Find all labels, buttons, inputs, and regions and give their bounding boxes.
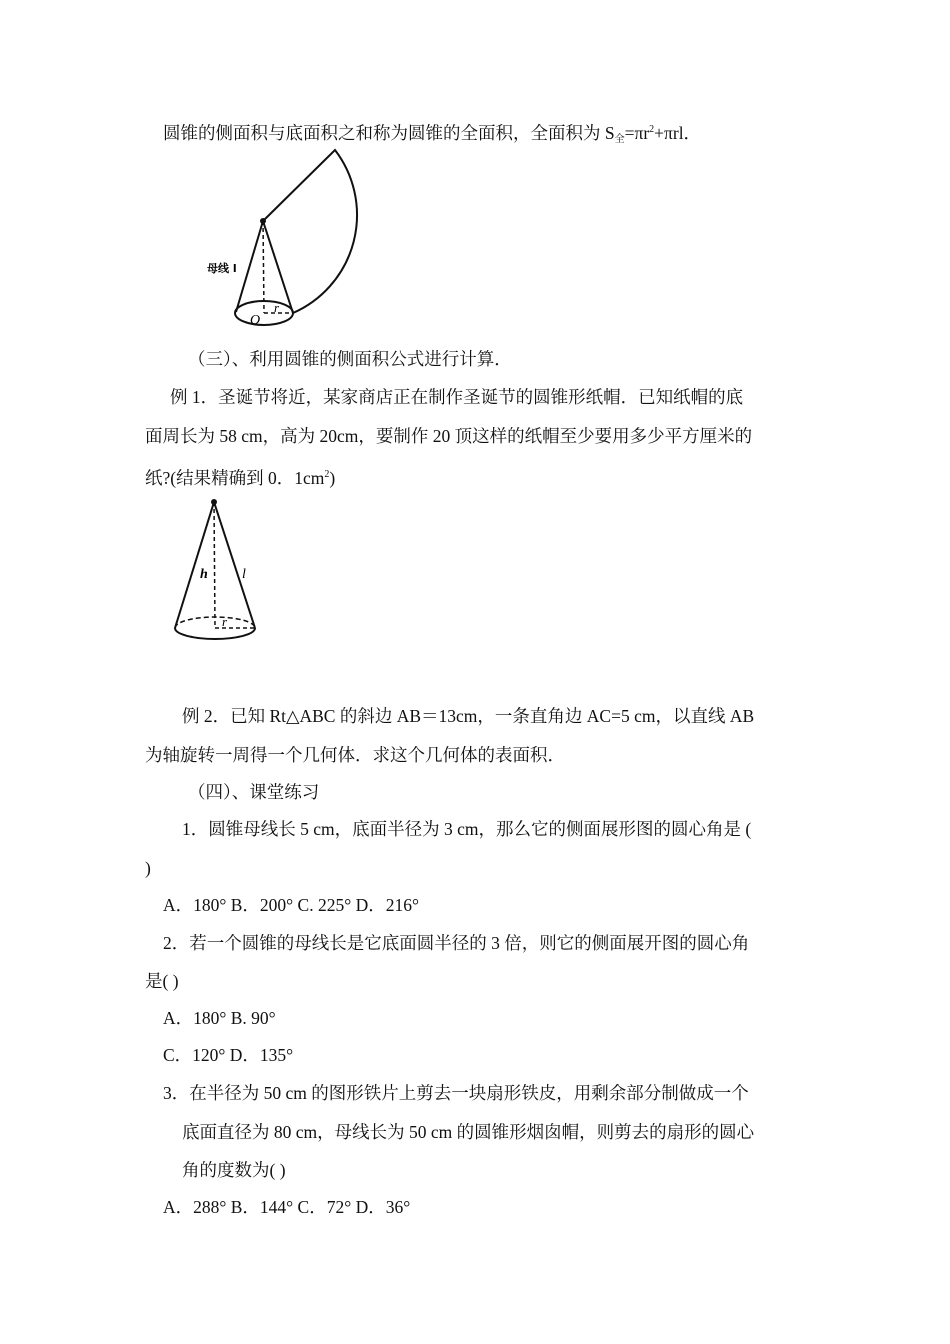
- intro-sub: 全: [614, 134, 625, 145]
- intro-formula-a: =πr: [624, 123, 650, 143]
- example2-line1: 例 2．已知 Rt△ABC 的斜边 AB＝13cm，一条直角边 AC=5 cm，以直线 AB: [182, 706, 755, 726]
- q2-line1: 2．若一个圆锥的母线长是它底面圆半径的 3 倍，则它的侧面展开图的圆心角: [163, 933, 750, 953]
- example1-line3-text: 纸?(结果精确到 0．1cm: [145, 468, 325, 488]
- radius-label: r: [274, 300, 280, 315]
- intro-text: 圆锥的侧面积与底面积之和称为圆锥的全面积，全面积为 S: [163, 123, 615, 143]
- cone2-apex: [211, 499, 217, 505]
- section4-heading: （四）、课堂练习: [188, 782, 320, 802]
- q3-line2: 底面直径为 80 cm，母线长为 50 cm 的圆锥形烟囱帽，则剪去的扇形的圆心: [182, 1122, 755, 1142]
- generatrix-label: 母线 l: [207, 262, 237, 275]
- q2-options-a: A．180° B. 90°: [163, 1008, 276, 1028]
- cone-height: [263, 221, 264, 313]
- cone2-right-side: [214, 502, 255, 628]
- cone2-base-front: [175, 628, 255, 639]
- cone-sector-figure: [190, 142, 390, 342]
- cone-left-side: [236, 221, 263, 312]
- example1-line1: 例 1．圣诞节将近，某家商店正在制作圣诞节的圆锥形纸帽．已知纸帽的底: [170, 387, 744, 407]
- example1-line3-end: ): [329, 468, 336, 488]
- example1-line2: 面周长为 58 cm，高为 20cm，要制作 20 顶这样的纸帽至少要用多少平方厘米的: [145, 426, 753, 446]
- sector-arc: [263, 150, 357, 313]
- cone2-height: [214, 502, 215, 628]
- slant-label: l: [242, 567, 246, 582]
- center-label: O: [250, 313, 261, 328]
- example1-line3: [145, 463, 335, 490]
- apex-point: [260, 218, 266, 224]
- intro-sup: 2: [649, 124, 655, 135]
- section3-heading: （三）、利用圆锥的侧面积公式进行计算．: [188, 349, 512, 369]
- intro-formula-b: +πrl．: [654, 123, 702, 143]
- q1-line1: 1．圆锥母线长 5 cm，底面半径为 3 cm，那么它的侧面展形图的圆心角是 (: [182, 819, 752, 839]
- example2-line2: 为轴旋转一周得一个几何体．求这个几何体的表面积．: [145, 745, 565, 765]
- q1-line2: ): [145, 858, 151, 878]
- cone2-left-side: [175, 502, 214, 628]
- q3-options: A．288° B．144° C．72° D．36°: [163, 1197, 411, 1217]
- example1-line3-sup: 2: [324, 469, 330, 480]
- q2-options-b: C．120° D．135°: [163, 1045, 294, 1065]
- radius2-label: r: [222, 614, 228, 629]
- q2-line2: 是( ): [145, 971, 179, 991]
- cone-figure: [160, 492, 280, 652]
- height-label: h: [200, 567, 208, 582]
- q1-options: A．180° B．200° C. 225° D．216°: [163, 895, 419, 915]
- q3-line3: 角的度数为( ): [182, 1160, 286, 1180]
- q3-line1: 3．在半径为 50 cm 的图形铁片上剪去一块扇形铁皮，用剩余部分制做成一个: [163, 1083, 749, 1103]
